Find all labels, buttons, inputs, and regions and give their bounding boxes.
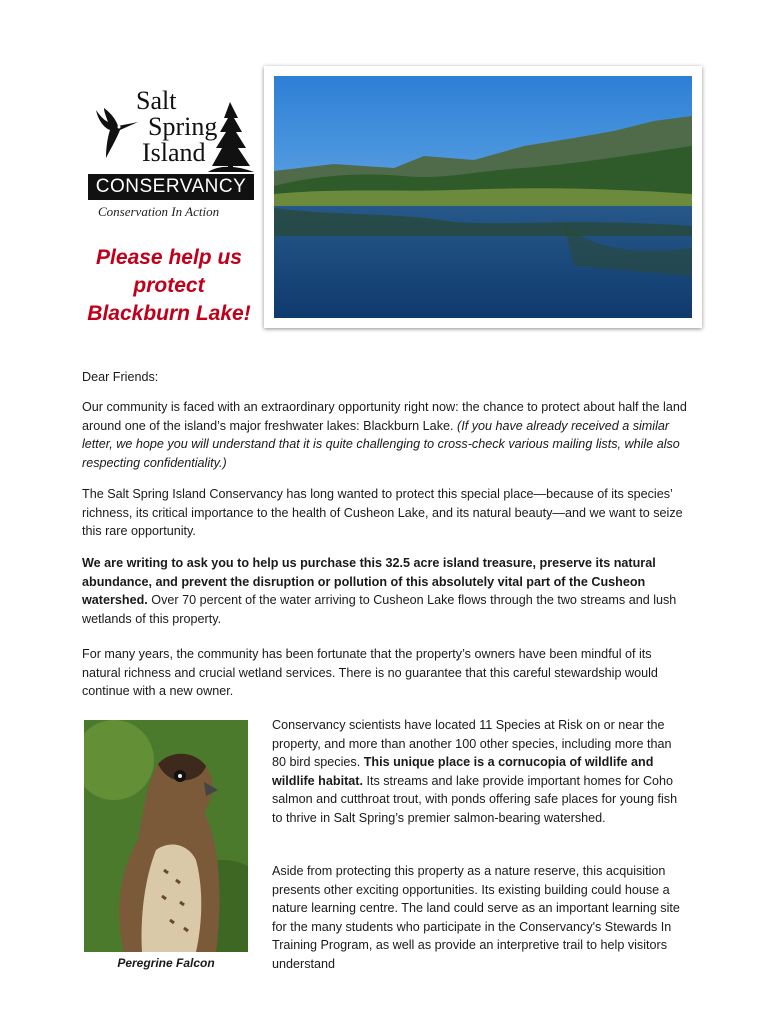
logo-tagline: Conservation In Action: [98, 204, 220, 219]
paragraph-1-italic: (If you have already received a similar letter, we hope you will understand that it is quite challenging to cross-check various mailing lists, while also respecting confidentiality.): [82, 418, 680, 470]
paragraph-5-text-a: Conservancy scientists have located 11 Species at Risk on or near the property, and more than another 100 other species, including more than 80 bird species.: [272, 718, 672, 769]
lake-photo: [264, 66, 702, 328]
headline-line-2: protect: [133, 274, 205, 297]
headline-line-3: Blackburn Lake!: [87, 302, 251, 325]
conservancy-logo: [86, 82, 258, 222]
paragraph-3: [82, 554, 692, 628]
logo-word-salt: Salt: [136, 86, 177, 115]
paragraph-3-bold: We are writing to ask you to help us purchase this 32.5 acre island treasure, preserve its natural abundance, and prevent the disruption or pollution of this absolutely vital part of the Cusheon watershed.: [82, 556, 656, 607]
falcon-caption: Peregrine Falcon: [117, 956, 215, 970]
logo-word-spring: Spring: [148, 112, 218, 141]
letter-greeting: [82, 368, 692, 387]
trees-icon: [208, 102, 254, 174]
paragraph-5: [272, 716, 682, 827]
hummingbird-icon: [94, 100, 142, 160]
paragraph-1: [82, 398, 692, 472]
logo-word-island: Island: [142, 138, 206, 167]
paragraph-4-text: For many years, the community has been fortunate that the property’s owners have been mindful of its natural richness and crucial wetland services. There is no guarantee that this careful stewardship would continue with a new owner.: [82, 647, 658, 698]
falcon-photo: [84, 720, 248, 982]
paragraph-3-text: Over 70 percent of the water arriving to Cusheon Lake flows through the two streams and lush wetlands of this property.: [82, 593, 677, 626]
headline-line-1: Please help us: [96, 246, 242, 269]
falcon-image: [84, 720, 248, 952]
paragraph-5-bold: This unique place is a cornucopia of wildlife and wildlife habitat.: [272, 755, 654, 788]
paragraph-1-text: Our community is faced with an extraordinary opportunity right now: the chance to protect about half the land around one of the island’s major freshwater lakes: Blackburn Lake.: [82, 400, 687, 433]
paragraph-5-text-b: Its streams and lake provide important homes for Coho salmon and cutthroat trout, with ponds offering safe places for young fish to thrive in Salt Spring’s premier salmon-bearing watershed.: [272, 773, 678, 825]
paragraph-6-text: Aside from protecting this property as a nature reserve, this acquisition presents other exciting opportunities. Its existing building could house a nature learning centre. The land could serve as an important learning site for the many students who participate in the Conservancy's Stewards In Training Program, as well as provide an interpretive trail to help visitors understand: [272, 864, 680, 971]
paragraph-4: [82, 645, 692, 701]
paragraph-6: [272, 862, 682, 973]
logo-band: CONSERVANCY: [88, 174, 254, 200]
page-headline: [86, 244, 252, 328]
paragraph-2: [82, 485, 692, 541]
paragraph-2-text: The Salt Spring Island Conservancy has long wanted to protect this special place—because of its species’ richness, its critical importance to the health of Cusheon Lake, and its natural beauty—and we want to seize this rare opportunity.: [82, 487, 683, 538]
lake-photo-image: [274, 76, 692, 318]
greeting-text: Dear Friends:: [82, 370, 159, 384]
